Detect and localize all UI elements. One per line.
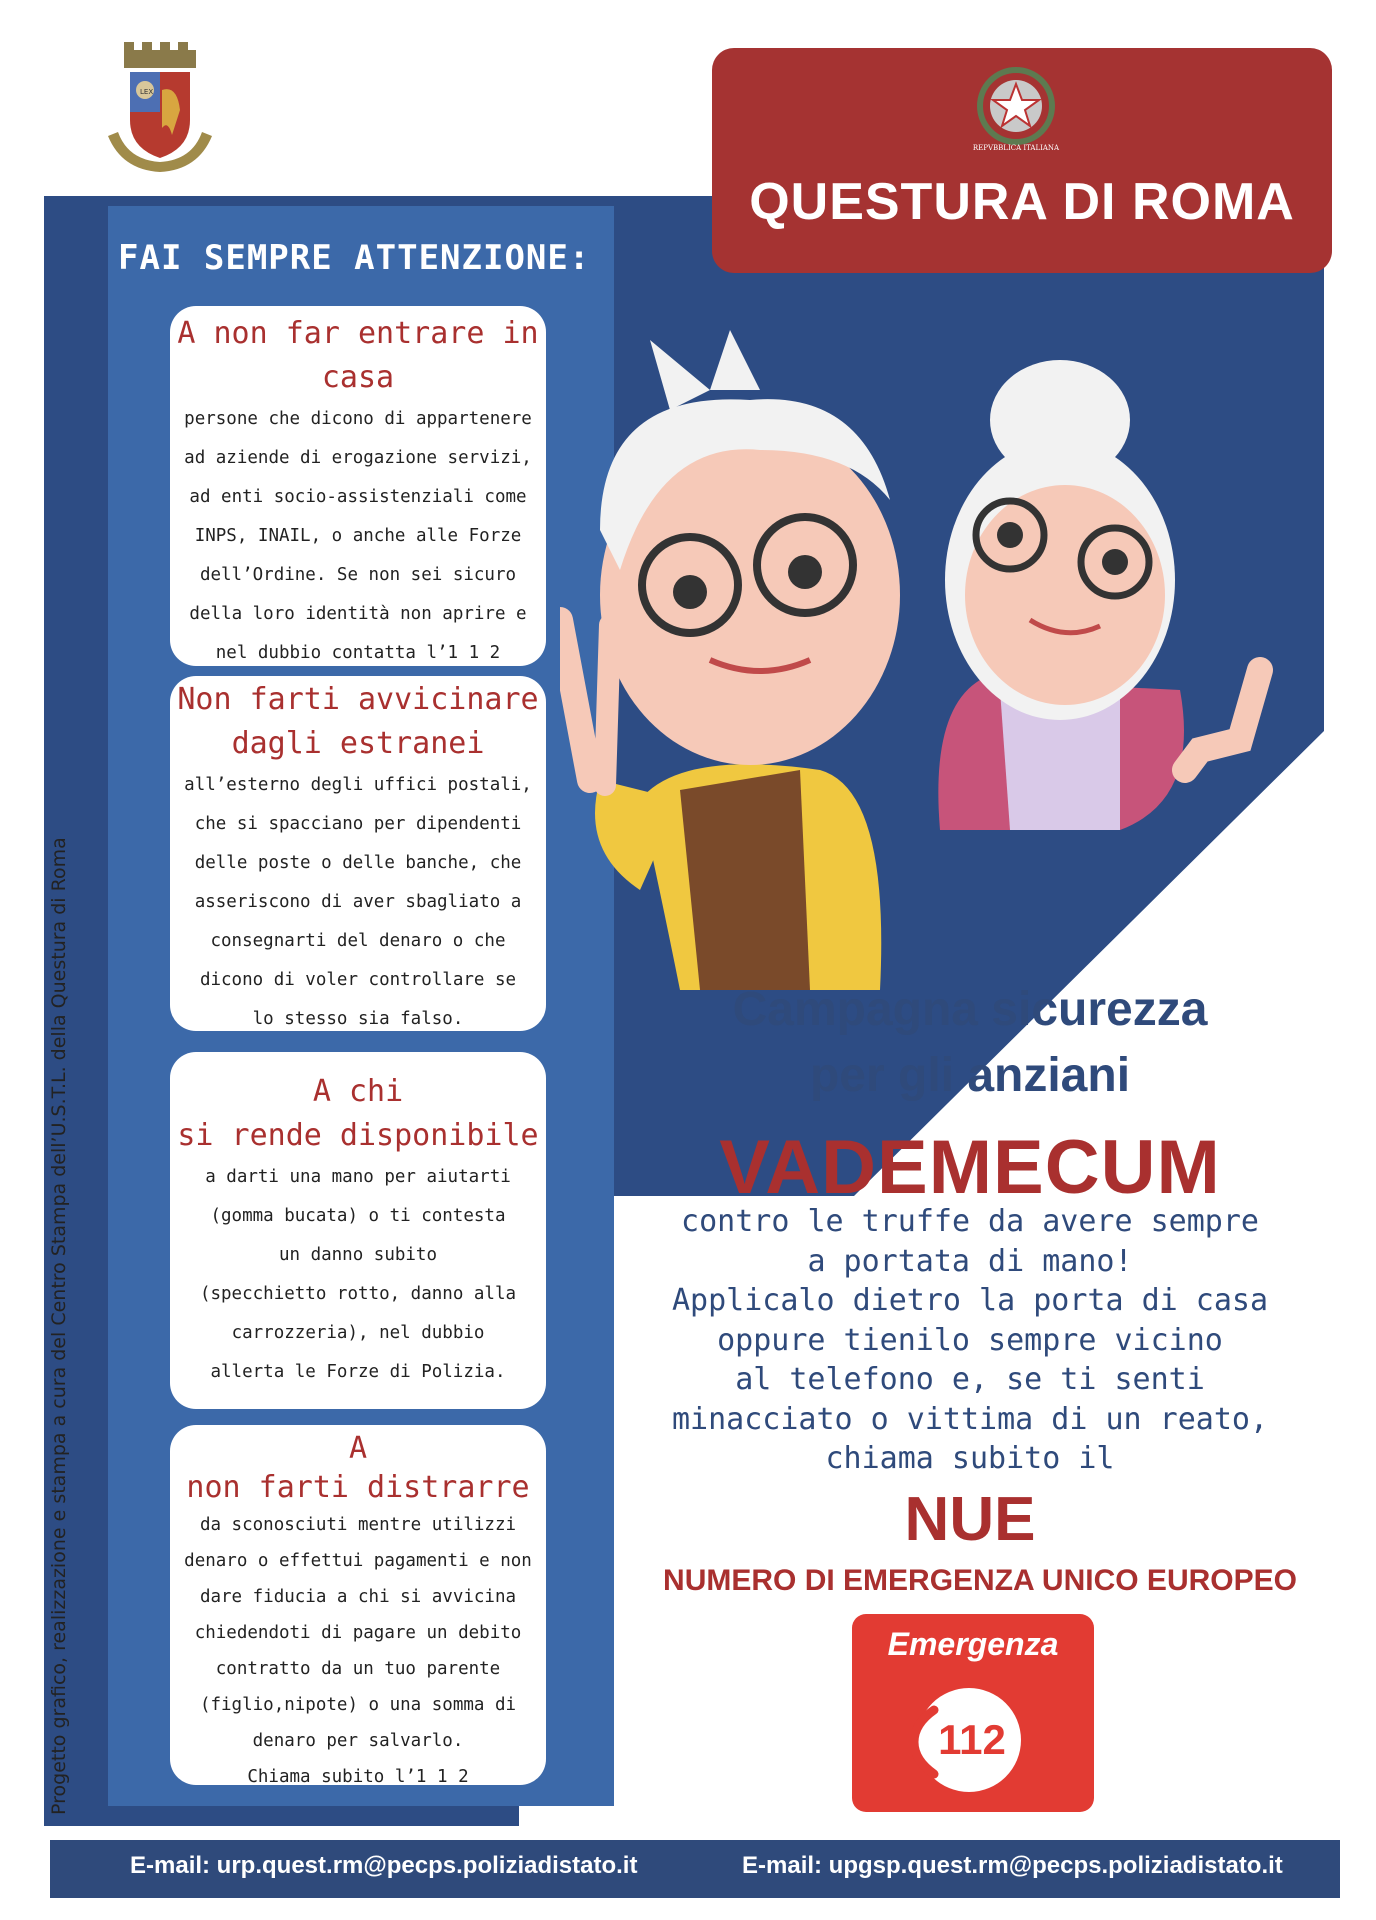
nue-fullname: NUMERO DI EMERGENZA UNICO EUROPEO xyxy=(663,1564,1297,1597)
tip-title: non farti distrarre xyxy=(186,1470,530,1505)
tip-text: chiedendoti di pagare un debito xyxy=(194,1623,522,1643)
tip-text: che si spacciano per dipendenti xyxy=(194,814,522,834)
email-upgsp[interactable]: E-mail: upgsp.quest.rm@pecps.poliziadistato.it xyxy=(742,1852,1283,1879)
republic-emblem-icon xyxy=(970,62,1062,154)
svg-text:LEX: LEX xyxy=(140,88,154,96)
tip-text: (gomma bucata) o ti contesta xyxy=(210,1206,506,1226)
tip-text: Chiama subito l’1 1 2 xyxy=(247,1767,469,1787)
emergency-label: Emergenza xyxy=(887,1626,1059,1662)
tip-box-distraction xyxy=(170,1425,546,1785)
tip-box-helpers xyxy=(170,1052,546,1409)
campaign-title-line2: per gli anziani xyxy=(809,1049,1131,1102)
tip-text: della loro identità non aprire e xyxy=(189,604,527,624)
tip-text: consegnarti del denaro o che xyxy=(210,931,506,951)
tip-text: dell’Ordine. Se non sei sicuro xyxy=(199,565,517,585)
tip-text: nel dubbio contatta l’1 1 2 xyxy=(215,643,501,663)
tip-title: A chi xyxy=(312,1074,404,1109)
vademecum-title: VADEMECUM xyxy=(719,1125,1221,1210)
tip-text: ad enti socio-assistenziali come xyxy=(189,487,527,507)
tip-box-door xyxy=(170,306,546,666)
tip-text: lo stesso sia falso. xyxy=(252,1009,464,1029)
tip-text: denaro o effettui pagamenti e non xyxy=(184,1551,532,1571)
tip-text: ad aziende di erogazione servizi, xyxy=(184,448,532,468)
instruction-line: a portata di mano! xyxy=(807,1243,1133,1279)
tip-text: a darti una mano per aiutarti xyxy=(205,1167,511,1187)
attention-header: FAI SEMPRE ATTENZIONE: xyxy=(118,238,591,278)
tip-text: persone che dicono di appartenere xyxy=(184,409,532,429)
elderly-couple-illustration xyxy=(560,330,1320,990)
tip-text: asseriscono di aver sbagliato a xyxy=(194,892,522,912)
campaign-title-line1: Campagna sicurezza xyxy=(732,983,1208,1036)
emergency-number: 112 xyxy=(938,1716,1006,1763)
tip-title: dagli estranei xyxy=(231,726,485,761)
questura-title: QUESTURA DI ROMA xyxy=(749,173,1295,231)
tip-text: (figlio,nipote) o una somma di xyxy=(199,1695,517,1715)
instruction-line: Applicalo dietro la porta di casa xyxy=(671,1283,1269,1318)
instruction-line: minacciato o vittima di un reato, xyxy=(671,1401,1269,1437)
tip-box-strangers xyxy=(170,676,546,1031)
tip-text: INPS, INAIL, o anche alle Forze xyxy=(194,526,522,546)
tip-text: allerta le Forze di Polizia. xyxy=(210,1362,506,1382)
tip-text: delle poste o delle banche, che xyxy=(194,853,522,873)
tip-title: si rende disponibile xyxy=(177,1118,539,1153)
instruction-line: chiama subito il xyxy=(825,1441,1115,1476)
tip-text: all’esterno degli uffici postali, xyxy=(184,775,532,795)
svg-text:REPVBBLICA ITALIANA: REPVBBLICA ITALIANA xyxy=(972,144,1060,152)
tip-text: dicono di voler controllare se xyxy=(199,970,517,990)
tip-title: A xyxy=(348,1431,368,1466)
instruction-line: contro le truffe da avere sempre xyxy=(681,1204,1259,1239)
police-crest-icon xyxy=(102,40,218,180)
email-urp[interactable]: E-mail: urp.quest.rm@pecps.poliziadistato.it xyxy=(130,1852,638,1879)
instruction-line: oppure tienilo sempre vicino xyxy=(717,1322,1223,1358)
tip-text: da sconosciuti mentre utilizzi xyxy=(199,1515,517,1535)
tip-text: carrozzeria), nel dubbio xyxy=(231,1323,485,1343)
tip-text: denaro per salvarlo. xyxy=(252,1731,464,1751)
tip-title: casa xyxy=(321,360,395,395)
tip-title: Non farti avvicinare xyxy=(177,682,539,717)
instruction-line: al telefono e, se ti senti xyxy=(735,1362,1205,1397)
tip-text: un danno subito xyxy=(278,1245,438,1265)
instructions-text xyxy=(620,1202,1320,1479)
tip-title: A non far entrare in xyxy=(177,316,539,351)
tip-text: contratto da un tuo parente xyxy=(215,1659,501,1679)
tip-text: (specchietto rotto, danno alla xyxy=(199,1284,517,1304)
credit-vertical: Progetto grafico, realizzazione e stampa a cura del Centro Stampa dell’U.S.T.L. della Questura di Roma xyxy=(48,837,70,1815)
tip-text: dare fiducia a chi si avvicina xyxy=(199,1587,517,1607)
nue-title: NUE xyxy=(904,1485,1036,1554)
